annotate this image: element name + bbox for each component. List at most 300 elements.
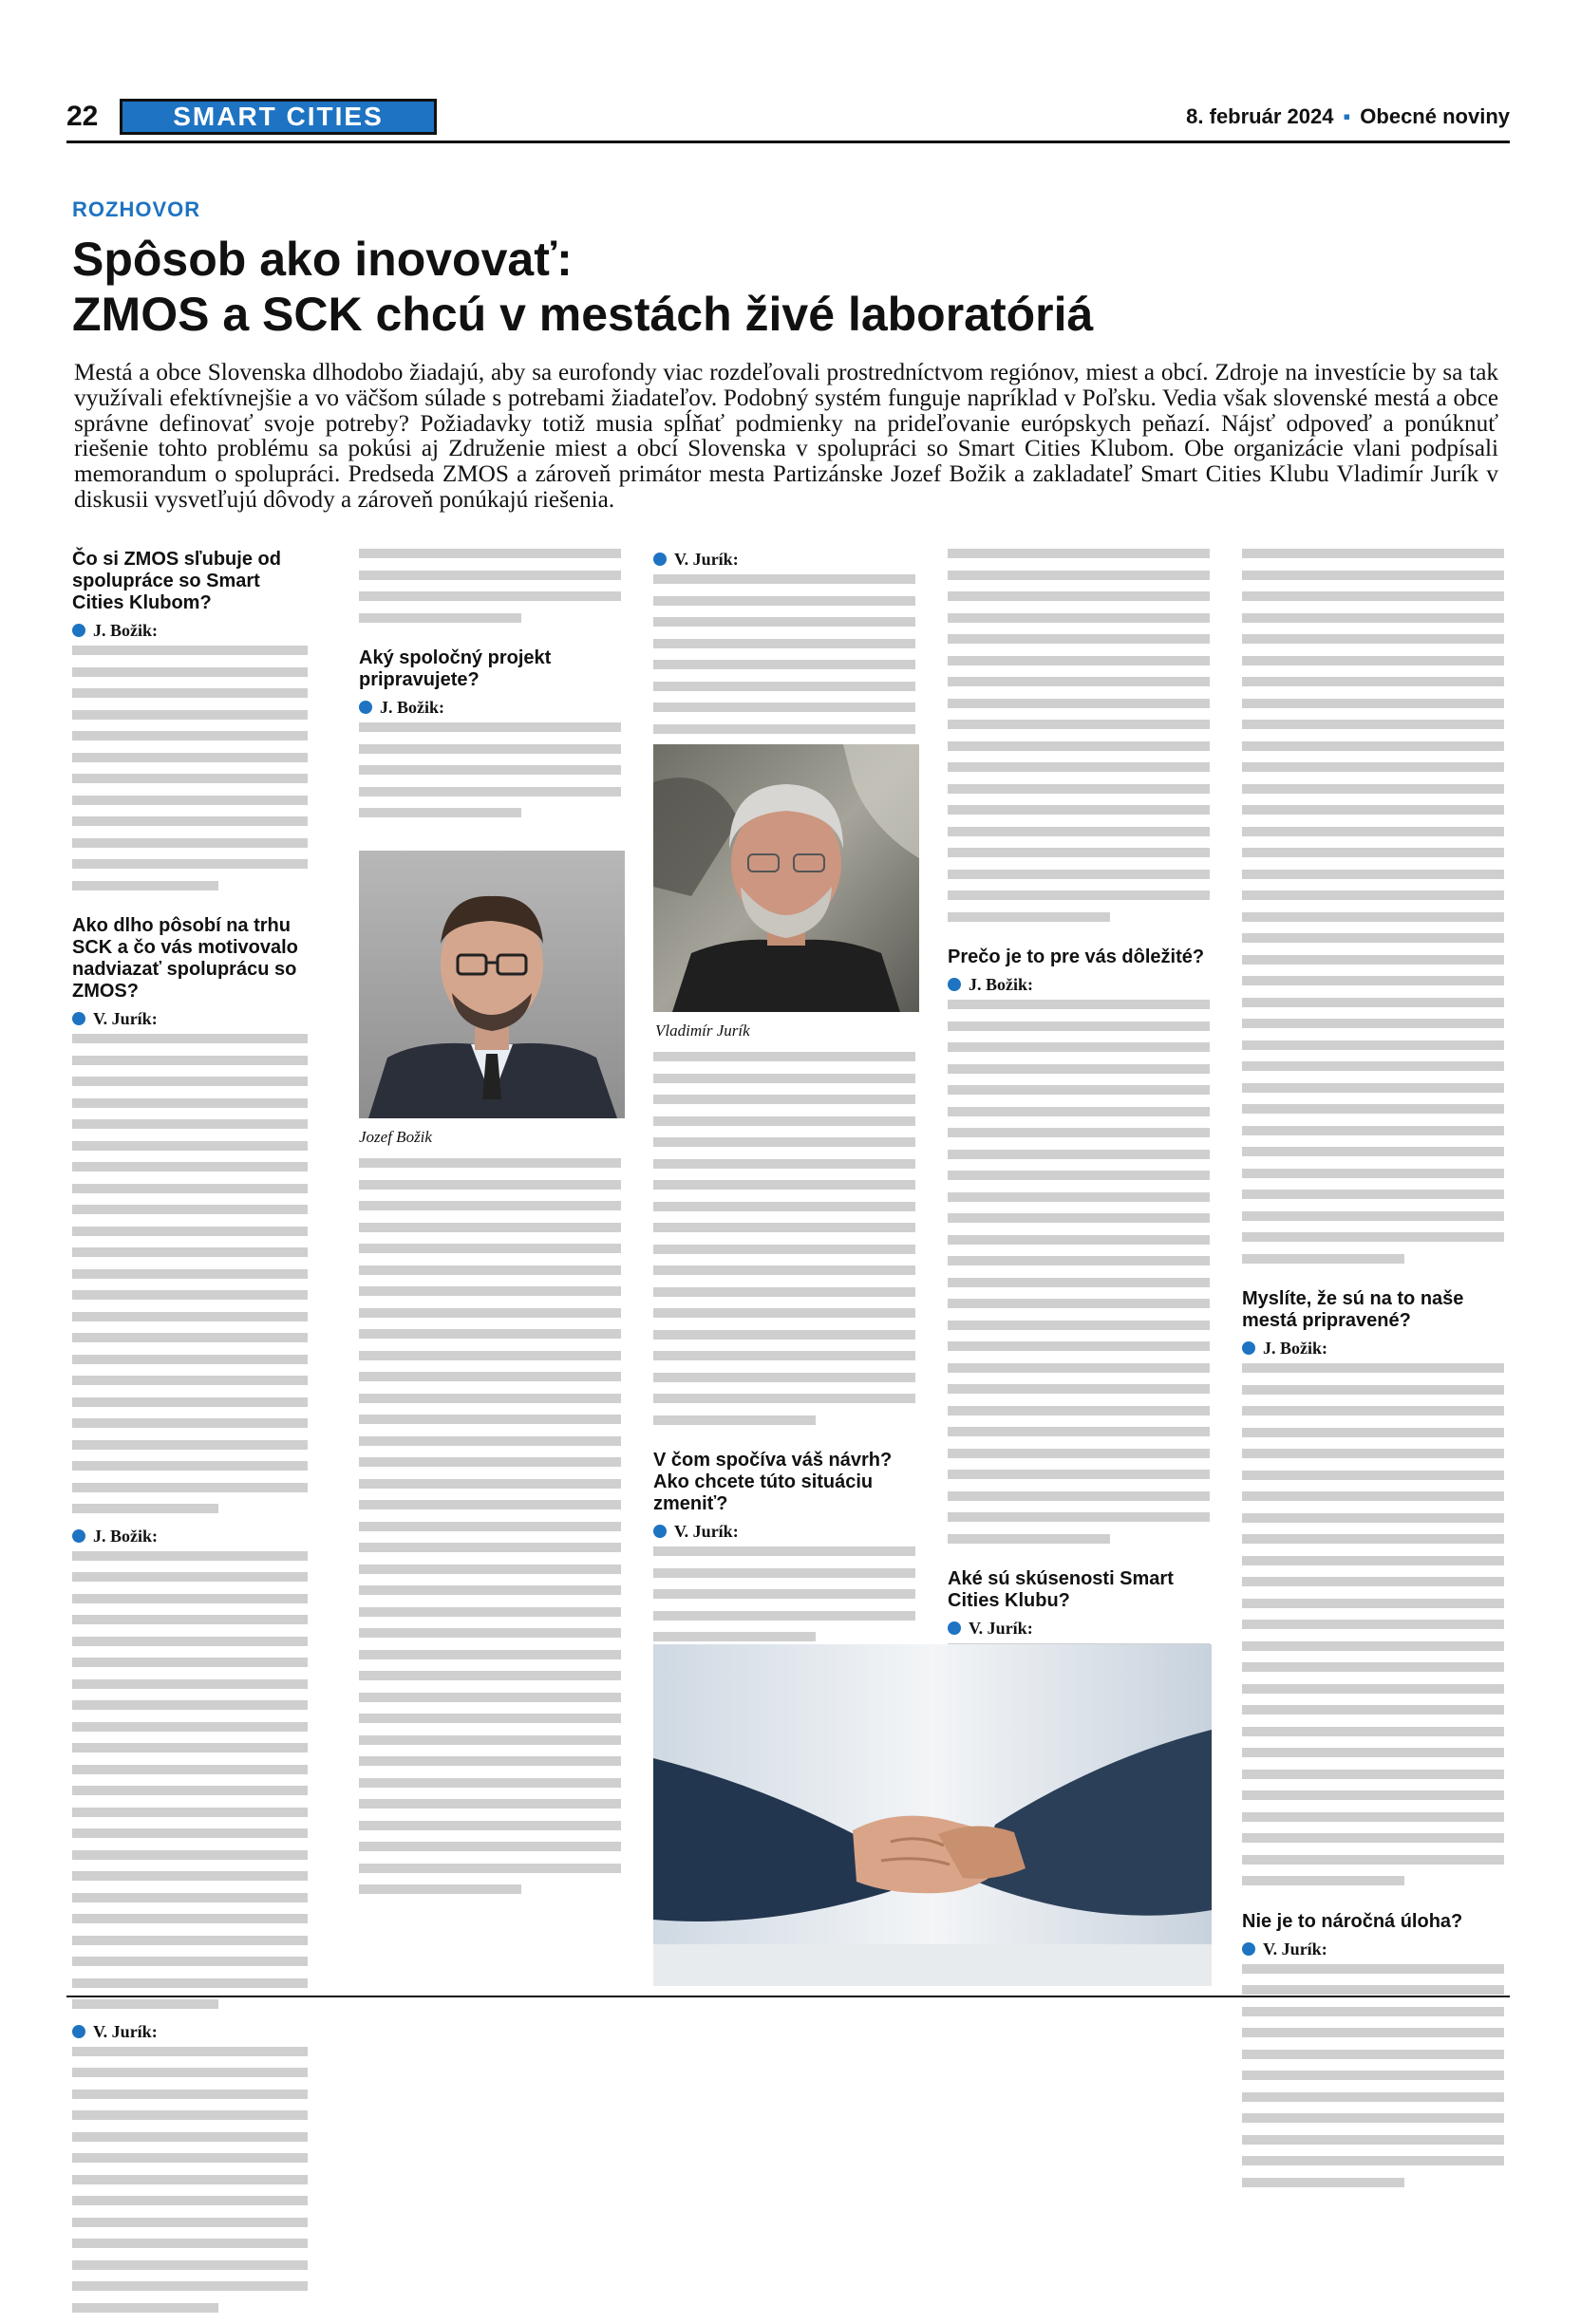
speaker-label: J. Božik: [72, 620, 308, 641]
text-line-placeholder [359, 1607, 621, 1617]
text-line-placeholder [1242, 848, 1504, 857]
text-line-placeholder [653, 1611, 915, 1621]
text-line-placeholder [359, 613, 521, 623]
bullet-dot-icon [1242, 1341, 1255, 1355]
text-line-placeholder [948, 1534, 1110, 1544]
text-line-placeholder [948, 634, 1210, 644]
answer-text [1242, 549, 1504, 1264]
text-line-placeholder [1242, 1147, 1504, 1156]
text-line-placeholder [1242, 1061, 1504, 1071]
text-line-placeholder [72, 859, 308, 869]
text-line-placeholder [72, 816, 308, 826]
text-line-placeholder [948, 1064, 1210, 1074]
speaker-label: V. Jurík: [948, 1618, 1210, 1639]
column-4-top [948, 549, 1210, 1729]
text-line-placeholder [1242, 1513, 1504, 1523]
text-line-placeholder [72, 1936, 308, 1945]
question-heading: Čo si ZMOS sľubuje od spolupráce so Smart Cities Klubom? [72, 549, 281, 613]
text-line-placeholder [948, 677, 1210, 686]
text-line-placeholder [72, 1119, 308, 1129]
page-header [66, 99, 1510, 137]
bullet-dot-icon [948, 1621, 961, 1635]
text-line-placeholder [72, 1700, 308, 1710]
text-line-placeholder [948, 656, 1210, 665]
text-line-placeholder [72, 2110, 308, 2120]
text-line-placeholder [1242, 998, 1504, 1007]
text-line-placeholder [72, 731, 308, 740]
photo-jozef-bozik [359, 851, 625, 1118]
text-line-placeholder [948, 1235, 1210, 1245]
text-line-placeholder [1242, 549, 1504, 558]
text-line-placeholder [72, 1850, 308, 1860]
text-line-placeholder [72, 688, 308, 698]
speaker-label: J. Božik: [359, 697, 621, 718]
text-line-placeholder [72, 1355, 308, 1364]
text-line-placeholder [72, 1034, 308, 1043]
text-line-placeholder [948, 1406, 1210, 1415]
column-3-middle [653, 1052, 915, 1654]
text-line-placeholder [72, 2047, 308, 2056]
text-line-placeholder [72, 1205, 308, 1214]
text-line-placeholder [359, 1415, 621, 1424]
headline-line-2: ZMOS a SCK chcú v mestách živé laboratóriá [72, 288, 1094, 341]
speaker-label: V. Jurík: [72, 1008, 308, 1029]
text-line-placeholder [359, 1778, 621, 1788]
text-line-placeholder [72, 1418, 308, 1428]
text-line-placeholder [1242, 870, 1504, 879]
text-line-placeholder [1242, 720, 1504, 729]
text-line-placeholder [359, 1479, 621, 1489]
text-line-placeholder [653, 724, 915, 734]
text-line-placeholder [948, 1278, 1210, 1287]
text-line-placeholder [948, 1384, 1210, 1394]
photo-caption: Jozef Božik [359, 1128, 432, 1146]
text-line-placeholder [1242, 677, 1504, 686]
text-line-placeholder [948, 1042, 1210, 1052]
text-line-placeholder [948, 870, 1210, 879]
text-line-placeholder [1242, 762, 1504, 772]
text-line-placeholder [359, 1223, 621, 1232]
speaker-label: V. Jurík: [653, 1521, 915, 1542]
text-line-placeholder [72, 1743, 308, 1752]
text-line-placeholder [1242, 1748, 1504, 1757]
text-line-placeholder [948, 805, 1210, 815]
text-line-placeholder [72, 1871, 308, 1881]
question-heading: Myslíte, že sú na to naše mestá pripravené? [1242, 1288, 1464, 1331]
text-line-placeholder [359, 1864, 621, 1873]
text-line-placeholder [653, 1052, 915, 1061]
text-line-placeholder [948, 549, 1210, 558]
text-line-placeholder [359, 1180, 621, 1190]
text-line-placeholder [72, 1162, 308, 1171]
text-line-placeholder [1242, 1104, 1504, 1114]
text-line-placeholder [653, 1415, 816, 1425]
text-line-placeholder [948, 1107, 1210, 1116]
rubric: ROZHOVOR [72, 197, 201, 221]
text-line-placeholder [72, 1572, 308, 1582]
text-line-placeholder [72, 796, 308, 805]
text-line-placeholder [1242, 890, 1504, 900]
text-line-placeholder [1242, 2050, 1504, 2059]
text-line-placeholder [948, 699, 1210, 708]
bullet-dot-icon [948, 978, 961, 991]
text-line-placeholder [72, 1397, 308, 1407]
question-heading: Aké sú skúsenosti Smart Cities Klubu? [948, 1568, 1174, 1611]
text-line-placeholder [653, 1568, 915, 1578]
text-line-placeholder [948, 1341, 1210, 1351]
text-line-placeholder [72, 1828, 308, 1838]
text-line-placeholder [1242, 699, 1504, 708]
text-line-placeholder [72, 2153, 308, 2163]
answer-text [359, 1158, 621, 1894]
text-line-placeholder [359, 1543, 621, 1552]
text-line-placeholder [359, 1756, 621, 1766]
text-line-placeholder [653, 682, 915, 691]
text-line-placeholder [359, 1628, 621, 1638]
text-line-placeholder [1242, 2007, 1504, 2016]
text-line-placeholder [72, 2132, 308, 2142]
text-line-placeholder [948, 1150, 1210, 1159]
text-line-placeholder [72, 1808, 308, 1817]
issue-date: 8. február 2024 [1186, 104, 1334, 128]
text-line-placeholder [653, 1351, 915, 1360]
handshake-image [653, 1644, 1212, 1986]
text-line-placeholder [948, 827, 1210, 836]
text-line-placeholder [1242, 2135, 1504, 2145]
text-line-placeholder [1242, 1855, 1504, 1865]
column-2-bottom [359, 1158, 621, 1906]
column-5 [1242, 549, 1504, 2199]
photo-caption: Vladimír Jurík [655, 1021, 750, 1040]
answer-text [1242, 1363, 1504, 1885]
text-line-placeholder [1242, 1876, 1404, 1885]
text-line-placeholder [653, 1180, 915, 1190]
text-line-placeholder [72, 667, 308, 677]
text-line-placeholder [1242, 933, 1504, 943]
text-line-placeholder [72, 753, 308, 762]
photo-vladimir-jurik [653, 744, 919, 1012]
text-line-placeholder [359, 1884, 521, 1894]
text-line-placeholder [72, 1333, 308, 1342]
text-line-placeholder [72, 2090, 308, 2099]
answer-text [948, 549, 1210, 922]
bullet-dot-icon [72, 1529, 85, 1543]
text-line-placeholder [72, 2239, 308, 2248]
text-line-placeholder [948, 1256, 1210, 1265]
text-line-placeholder [1242, 1126, 1504, 1135]
text-line-placeholder [72, 1786, 308, 1795]
text-line-placeholder [1242, 1491, 1504, 1501]
text-line-placeholder [1242, 1385, 1504, 1395]
text-line-placeholder [72, 774, 308, 783]
text-line-placeholder [653, 617, 915, 627]
text-line-placeholder [1242, 656, 1504, 665]
text-line-placeholder [72, 710, 308, 720]
text-line-placeholder [359, 571, 621, 580]
text-line-placeholder [1242, 2071, 1504, 2080]
bullet-dot-icon [359, 701, 372, 714]
footer-rule [66, 1996, 1510, 1997]
text-line-placeholder [653, 703, 915, 712]
text-line-placeholder [1242, 2092, 1504, 2102]
text-line-placeholder [359, 549, 621, 558]
question-heading: V čom spočíva váš návrh? Ako chcete túto situáciu zmeniť? [653, 1450, 893, 1514]
text-line-placeholder [72, 1957, 308, 1966]
question-heading: Ako dlho pôsobí na trhu SCK a čo vás motivovalo nadviazať spoluprácu so ZMOS? [72, 915, 298, 1002]
bullet-dot-icon [653, 1525, 667, 1538]
text-line-placeholder [72, 1290, 308, 1300]
text-line-placeholder [653, 1202, 915, 1211]
text-line-placeholder [359, 1308, 621, 1318]
question-heading: Aký spoločný projekt pripravujete? [359, 647, 552, 690]
text-line-placeholder [653, 1223, 915, 1232]
article-headline [72, 232, 1496, 342]
text-line-placeholder [359, 1565, 621, 1574]
answer-text [948, 1000, 1210, 1544]
answer-text [72, 1034, 308, 1513]
text-line-placeholder [359, 1714, 621, 1723]
text-line-placeholder [359, 1244, 621, 1253]
text-line-placeholder [1242, 827, 1504, 836]
publication-name: Obecné noviny [1360, 104, 1510, 128]
text-line-placeholder [948, 613, 1210, 623]
headline-line-1: Spôsob ako inovovať: [72, 233, 573, 286]
text-line-placeholder [72, 2303, 218, 2313]
text-line-placeholder [72, 1269, 308, 1279]
speaker-label: J. Božik: [72, 1526, 308, 1546]
text-line-placeholder [72, 1551, 308, 1561]
answer-text [72, 1551, 308, 2010]
text-line-placeholder [359, 1265, 621, 1275]
text-line-placeholder [1242, 1770, 1504, 1779]
column-3-top [653, 549, 915, 767]
text-line-placeholder [72, 1999, 218, 2009]
text-line-placeholder [359, 744, 621, 754]
text-line-placeholder [653, 1546, 915, 1556]
text-line-placeholder [359, 1500, 621, 1509]
bullet-dot-icon [72, 2025, 85, 2038]
text-line-placeholder [653, 639, 915, 648]
bullet-dot-icon [653, 553, 667, 566]
text-line-placeholder [72, 2260, 308, 2270]
text-line-placeholder [72, 1247, 308, 1257]
text-line-placeholder [653, 574, 915, 584]
text-line-placeholder [1242, 2113, 1504, 2123]
photo-handshake [653, 1644, 1212, 1986]
text-line-placeholder [1242, 2028, 1504, 2037]
text-line-placeholder [359, 1693, 621, 1702]
text-line-placeholder [72, 2281, 308, 2291]
text-line-placeholder [948, 1427, 1210, 1436]
text-line-placeholder [1242, 1449, 1504, 1458]
text-line-placeholder [948, 1299, 1210, 1308]
text-line-placeholder [72, 2175, 308, 2184]
text-line-placeholder [1242, 1641, 1504, 1651]
text-line-placeholder [72, 2196, 308, 2205]
question-heading: Prečo je to pre vás dôležité? [948, 946, 1205, 967]
text-line-placeholder [359, 1158, 621, 1168]
bullet-dot-icon [72, 1012, 85, 1025]
text-line-placeholder [948, 720, 1210, 729]
text-line-placeholder [1242, 955, 1504, 965]
answer-text [72, 646, 308, 890]
text-line-placeholder [1242, 1232, 1504, 1242]
header-rule [66, 141, 1510, 143]
column-1 [72, 549, 308, 2324]
text-line-placeholder [72, 2218, 308, 2227]
text-line-placeholder [72, 1615, 308, 1624]
text-line-placeholder [948, 591, 1210, 601]
text-line-placeholder [1242, 1620, 1504, 1629]
text-line-placeholder [1242, 1577, 1504, 1586]
issue-info [1186, 104, 1510, 129]
bullet-dot-icon [1242, 1942, 1255, 1956]
text-line-placeholder [653, 1137, 915, 1147]
text-line-placeholder [653, 1632, 816, 1641]
text-line-placeholder [653, 1394, 915, 1403]
text-line-placeholder [948, 741, 1210, 751]
text-line-placeholder [72, 1056, 308, 1065]
text-line-placeholder [653, 1373, 915, 1382]
portrait-image [653, 744, 919, 1012]
text-line-placeholder [948, 1128, 1210, 1137]
text-line-placeholder [653, 1245, 915, 1254]
text-line-placeholder [948, 1171, 1210, 1180]
text-line-placeholder [359, 1585, 621, 1595]
text-line-placeholder [653, 596, 915, 606]
answer-text [72, 2047, 308, 2313]
speaker-label: V. Jurík: [653, 549, 915, 570]
text-line-placeholder [1242, 2178, 1404, 2187]
text-line-placeholder [72, 1978, 308, 1988]
text-line-placeholder [72, 1658, 308, 1667]
speaker-label: V. Jurík: [72, 2021, 308, 2042]
text-line-placeholder [72, 1594, 308, 1603]
text-line-placeholder [948, 1512, 1210, 1522]
text-line-placeholder [72, 1184, 308, 1193]
separator-bullet: ▪ [1343, 104, 1351, 128]
text-line-placeholder [1242, 1705, 1504, 1715]
speaker-label: V. Jurík: [1242, 1939, 1504, 1959]
text-line-placeholder [1242, 1471, 1504, 1480]
text-line-placeholder [1242, 1833, 1504, 1843]
text-line-placeholder [359, 1799, 621, 1809]
text-line-placeholder [1242, 1406, 1504, 1415]
text-line-placeholder [1242, 1812, 1504, 1822]
text-line-placeholder [359, 1436, 621, 1446]
column-2-top [359, 549, 621, 830]
text-line-placeholder [72, 1461, 308, 1471]
answer-text [359, 549, 621, 623]
text-line-placeholder [72, 1914, 308, 1923]
text-line-placeholder [1242, 1534, 1504, 1544]
text-line-placeholder [948, 1000, 1210, 1009]
text-line-placeholder [948, 762, 1210, 772]
text-line-placeholder [72, 646, 308, 655]
text-line-placeholder [1242, 1019, 1504, 1028]
text-line-placeholder [1242, 1363, 1504, 1373]
page-number: 22 [66, 101, 99, 132]
text-line-placeholder [948, 848, 1210, 857]
text-line-placeholder [359, 1842, 621, 1851]
text-line-placeholder [359, 1522, 621, 1531]
text-line-placeholder [72, 1637, 308, 1646]
text-line-placeholder [1242, 1254, 1404, 1264]
text-line-placeholder [72, 1483, 308, 1492]
text-line-placeholder [653, 1287, 915, 1297]
text-line-placeholder [72, 1376, 308, 1385]
text-line-placeholder [359, 591, 621, 601]
answer-text [359, 722, 621, 817]
text-line-placeholder [948, 571, 1210, 580]
text-line-placeholder [72, 1722, 308, 1732]
text-line-placeholder [72, 1227, 308, 1236]
text-line-placeholder [359, 1650, 621, 1659]
text-line-placeholder [72, 1098, 308, 1108]
text-line-placeholder [359, 722, 621, 732]
text-line-placeholder [359, 1372, 621, 1381]
text-line-placeholder [653, 1095, 915, 1104]
text-line-placeholder [1242, 1083, 1504, 1093]
text-line-placeholder [948, 1085, 1210, 1095]
question-heading: Nie je to náročná úloha? [1242, 1910, 1463, 1932]
text-line-placeholder [359, 1394, 621, 1403]
text-line-placeholder [1242, 1190, 1504, 1199]
text-line-placeholder [72, 1504, 218, 1513]
text-line-placeholder [72, 1312, 308, 1321]
text-line-placeholder [72, 881, 218, 890]
text-line-placeholder [948, 1491, 1210, 1501]
speaker-label: J. Božik: [948, 974, 1210, 995]
text-line-placeholder [359, 787, 621, 797]
text-line-placeholder [1242, 1040, 1504, 1050]
text-line-placeholder [1242, 1964, 1504, 1974]
text-line-placeholder [653, 1308, 915, 1318]
text-line-placeholder [359, 1671, 621, 1680]
text-line-placeholder [1242, 591, 1504, 601]
text-line-placeholder [359, 1286, 621, 1296]
answer-text [653, 1546, 915, 1641]
text-line-placeholder [359, 808, 521, 817]
text-line-placeholder [72, 1141, 308, 1151]
text-line-placeholder [1242, 1790, 1504, 1800]
text-line-placeholder [948, 1021, 1210, 1031]
text-line-placeholder [1242, 1169, 1504, 1178]
text-line-placeholder [948, 890, 1210, 900]
text-line-placeholder [1242, 805, 1504, 815]
text-line-placeholder [948, 912, 1110, 922]
text-line-placeholder [1242, 976, 1504, 985]
text-line-placeholder [359, 1821, 621, 1830]
text-line-placeholder [359, 1201, 621, 1210]
text-line-placeholder [1242, 1556, 1504, 1565]
text-line-placeholder [948, 1470, 1210, 1479]
text-line-placeholder [72, 1765, 308, 1774]
text-line-placeholder [948, 1192, 1210, 1202]
text-line-placeholder [1242, 1211, 1504, 1221]
text-line-placeholder [948, 1213, 1210, 1223]
text-line-placeholder [359, 1351, 621, 1360]
text-line-placeholder [72, 1440, 308, 1450]
text-line-placeholder [1242, 613, 1504, 623]
text-line-placeholder [948, 1321, 1210, 1330]
answer-text [653, 574, 915, 755]
text-line-placeholder [1242, 2156, 1504, 2165]
text-line-placeholder [72, 2068, 308, 2077]
text-line-placeholder [653, 1330, 915, 1340]
text-line-placeholder [1242, 912, 1504, 922]
text-line-placeholder [948, 784, 1210, 794]
